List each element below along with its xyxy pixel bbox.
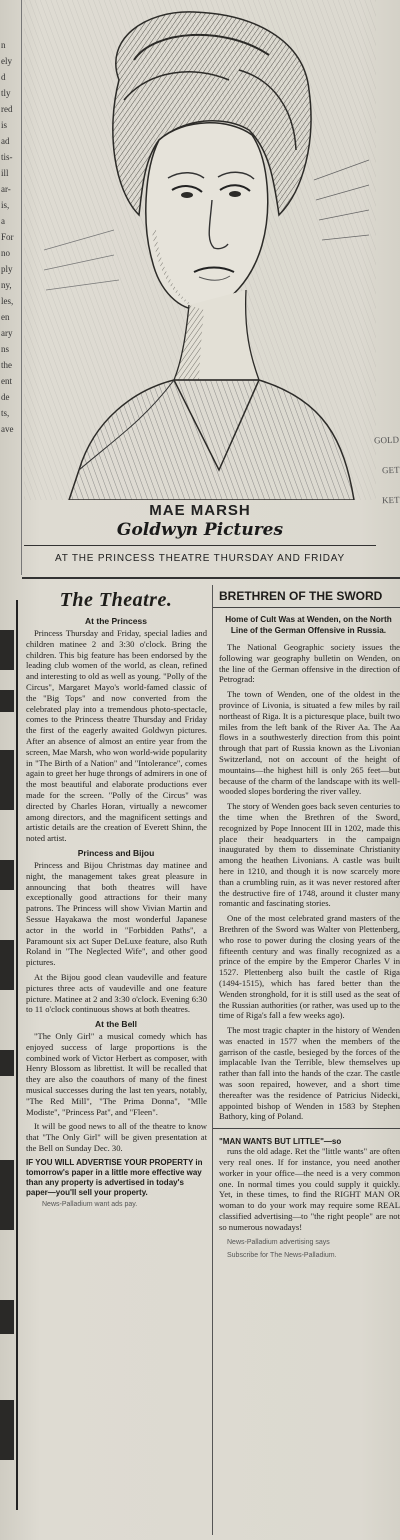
left-fragment: ent: [1, 376, 12, 386]
sword-heading: BRETHREN OF THE SWORD: [213, 585, 400, 608]
left-fragment: a: [1, 216, 5, 226]
left-fragment: ns: [1, 344, 10, 354]
advertise-property-promo: IF YOU WILL ADVERTISE YOUR PROPERTY in tomorrow's paper in a little more effective way than any property is advertised in today's paper—you'll sell your property.: [26, 1157, 203, 1197]
right-fragment: GOLD: [373, 434, 400, 446]
right-fragment: GET: [381, 464, 400, 476]
portrait-caption-theatre: AT THE PRINCESS THEATRE THURSDAY AND FRIDAY: [54, 553, 345, 564]
section-rule: [22, 577, 400, 579]
right-fragment: KET: [381, 494, 400, 506]
left-fragment: ny,: [1, 280, 12, 290]
caption-rule: [24, 545, 376, 546]
princess-paragraph: Princess Thursday and Friday, special ladies and children matinee 2 and 3:30 o'clock. Bring the children. This big feature has been endorsed by the leading club women of the world, as clean, refined and interesting to old as well as young. "Polly of the Circus", Margaret Mayo's world-famed classic of the "Big Tops" and now converted from the celebrated play into a tremendous photo-spectacle, comes to the Princess theatre Thursday and Friday the first of the eagerly awaited Goldwyn pictures. After an absence of almost an entire year from the screen, Mae Marsh, who won world-wide popularity in "The Birth of a Nation" and "Intolerance", comes again to greet her huge throngs of admirers in one of the most beautiful and elaborate productions ever made for the screen. "Polly of the Circus" was directed by Charles Horan, virtually a newcomer among directors, and the magnificent settings and artistic details are the creation of Everett Shinn, the noted artist.: [26, 628, 207, 844]
right-edge-fragments: [373, 375, 400, 575]
left-fragment: les,: [1, 296, 14, 306]
left-fragment: tis-: [1, 152, 13, 162]
left-fragment: d: [1, 72, 6, 82]
left-fragment: ill: [1, 168, 9, 178]
left-fragment: is,: [1, 200, 10, 210]
subhead-princess: At the Princess: [85, 616, 147, 626]
left-fragment: For: [1, 232, 14, 242]
sword-paragraph-5: The most tragic chapter in the history of Wenden was enacted in 1577 when the members of the garrison of the castle, besieged by the forces of the implacable Ivan the Terrible, blew themselves up rather than fall into the hands of the czar. The castle was soon repaired, however, and a short time thereafter was the residence of Patricius Nidecki, appointed bishop of Wenden in 1583 by Stephen Bathory, king of Poland.: [219, 1025, 400, 1122]
left-fragment: ary: [1, 328, 13, 338]
left-fragment: red: [1, 104, 13, 114]
left-column-ad-fragment: [0, 600, 18, 1510]
left-fragment: no: [1, 248, 10, 258]
sword-paragraph-1: The National Geographic society issues the following war geography bulletin on Wenden, on the line of the German offensive in the direction of Petrograd:: [219, 642, 400, 685]
sword-paragraph-3: The story of Wenden goes back seven centuries to the time when the Brethren of the Sword, recognized by Pope Innocent III in 1202, made this place their headquarters in the campaign inaugurated by them to disseminate Christianity among the heathen Livonians. A castle was built here in 1210, and though it is now scarcely more than a crumbling ruin, as it was never restored after the destructive fire of 1748, around it cluster many romantic and fascinating stories.: [219, 801, 400, 909]
theatre-column: [22, 585, 210, 1208]
left-fragment: n: [1, 40, 6, 50]
princess-bijou-paragraph-2: At the Bijou good clean vaudeville and feature pictures three acts of vaudeville and one feature picture. Matinee at 2 and 3:30 o'clock. Evening 6:30 to 11 o'clock continuous shows at both theatres.: [26, 971, 207, 1015]
bell-paragraph-1: "The Only Girl" a musical comedy which has enjoyed success of large proportions is the combined work of Victor Herbert as composer, with Henry Blossom as librettist. It will be recalled that they are also the coauthors of many of the finest musical successes during the last ten years, notably, "The Red Mill", "The Prima Donna", "Mlle Modiste", "Princess Pat", and "Fleen".: [26, 1031, 207, 1117]
subscribe-line: Subscribe for The News-Palladium.: [227, 1251, 337, 1259]
wants-heading: "MAN WANTS BUT LITTLE"—so: [213, 1128, 400, 1146]
sword-column: [212, 585, 400, 1535]
portrait-caption-name: MAE MARSH: [149, 502, 251, 519]
left-fragment: ave: [1, 424, 14, 434]
left-fragment: is: [1, 120, 8, 130]
bell-paragraph-2: It will be good news to all of the theatre to know that "The Only Girl" will be given presentation at the Bell on Sunday Dec. 30.: [26, 1121, 207, 1154]
promo-signature: News-Palladium want ads pay.: [42, 1200, 138, 1208]
sword-deck: Home of Cult Was at Wenden, on the North Line of the German Offensive in Russia.: [225, 615, 392, 635]
left-fragment: ely: [1, 56, 12, 66]
portrait-caption-studio: Goldwyn Pictures: [116, 520, 284, 540]
mae-marsh-portrait: [24, 0, 376, 500]
left-column-fragments: [0, 0, 22, 575]
subhead-bell: At the Bell: [94, 1019, 138, 1030]
left-fragment: ts,: [1, 408, 10, 418]
theatre-heading: The Theatre.: [59, 589, 173, 611]
sword-paragraph-2: The town of Wenden, one of the oldest in the province of Livonia, is situated a few miles by rail northeast of Riga. It is a picturesque place, built two miles from the left bank of the River Aa. The Aa flows in a southwesterly direction from this point through that part of Russia known as the Livonian Switzerland, not on account of the height of mountains—the highest hill is only 265 feet—but because of the charm of the landscape with its well-wooded slopes bordering the river valley.: [219, 689, 400, 797]
left-fragment: tly: [1, 88, 11, 98]
left-fragment: ad: [1, 136, 10, 146]
wants-paragraph: runs the old adage. Ret the "little wants" are often very real ones. If for instance, you need another worker in your office—the need is a very common one. In normal times you could supply it quickly. Yet, in these times, to find the RIGHT MAN OR woman to do your work may require some REAL classified advertising—to "the right people" are not so numerous nowadays!: [219, 1146, 400, 1232]
left-fragment: ar-: [1, 184, 11, 194]
princess-bijou-paragraph-1: Princess and Bijou Christmas day matinee and night, the management takes great pleasure in announcing that both theatres will have exceptionally good attractions for their many patrons. The Princess will show Vivian Martin and Sessue Hayakawa the most wonderful Japanese actor in the world in "Forbidden Paths", a Paramount six act Super DeLuxe feature, also Ruth Roland in "The Neglected Wife", and other good pictures.: [26, 859, 207, 968]
left-fragment: en: [1, 312, 10, 322]
left-fragment: the: [1, 360, 12, 370]
subhead-princess-bijou: Princess and Bijou: [77, 847, 155, 858]
wants-signature: News-Palladium advertising says: [227, 1238, 330, 1246]
left-fragment: ply: [1, 264, 13, 274]
left-fragment: de: [1, 392, 10, 402]
sword-paragraph-4: One of the most celebrated grand masters of the Brethren of the Sword was Walter von Plettenberg, who rose to power during the closing years of the fifteenth century and was finally recognized as a prince of the empire by the Emperor Charles V in 1527. Plettenberg also built the castle of Riga (1494-1515), which has fared better than the Wenden stronghold, for it is still used as the seat of the Russian authorities (or rather, was used up to the time of Riga's fall a few weeks ago).: [219, 913, 400, 1021]
